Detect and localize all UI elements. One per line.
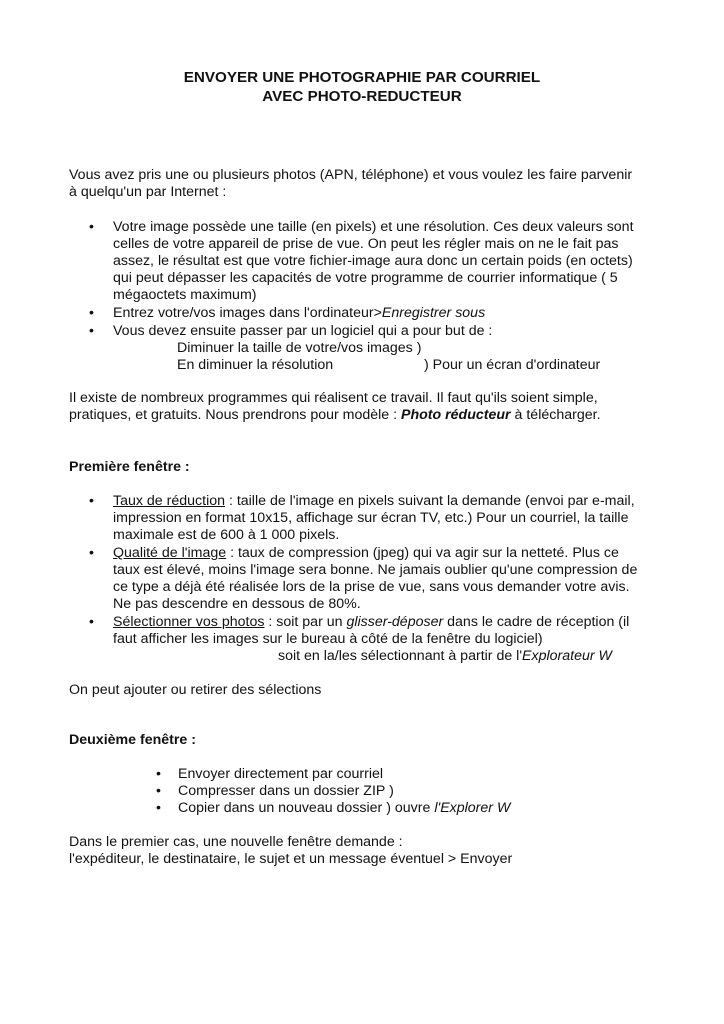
section-1-item-3-line-1 [113,614,673,631]
bullet-marker: • [156,766,161,782]
item-3-line-3-italic: Explorateur W [522,648,612,664]
section-2-item-3-text: Copier dans un nouveau dossier ) ouvre [178,800,435,816]
bullet-marker: • [89,323,94,339]
bullet-2-italic: Enregistrer sous [381,305,486,321]
final-line-2: l'expéditeur, le destinataire, le sujet et un message éventuel > Envoyer [69,851,513,867]
section-1-item-3-line-2: faut afficher les images sur le bureau à côté de la fenêtre du logiciel) [113,631,543,647]
item-3-italic: glisser-déposer [346,614,444,630]
item-3-text-b: dans le cadre de réception (il [443,614,630,630]
section-1-item-2-line-3: ce type a déjà été réalisée lors de la prise de vue, sans vous demander votre avis. [113,579,630,595]
section-1-item-2-line-4: Ne pas descendre en dessous de 80%. [113,596,361,612]
bullet-marker: • [89,614,94,630]
bullet-1-line-1: Votre image possède une taille (en pixels) et une résolution. Ces deux valeurs sont [113,219,634,235]
bullet-1-line-4: qui peut dépasser les capacités de votre programme de courrier informatique ( 5 [113,270,618,286]
bullet-marker: • [89,219,94,235]
sub-item-2-right: ) Pour un écran d'ordinateur [424,357,601,373]
bullet-marker: • [156,800,161,816]
bullet-marker: • [89,493,94,509]
section-2-item-3 [178,800,658,817]
bullet-marker: • [89,545,94,561]
item-3-label: Sélectionner vos photos [113,614,265,630]
section-2-item-1: Envoyer directement par courriel [178,766,384,782]
intro-line-2: à quelqu'un par Internet : [69,184,227,200]
item-1-label: Taux de réduction [113,493,225,509]
section-1-item-1-line-2: impression en format 10x15, affichage sur écran TV, etc.) Pour un courriel, la taille [113,510,629,526]
bullet-marker: • [156,783,161,799]
bullet-2-text: Entrez votre/vos images dans l'ordinateur> [113,305,382,321]
para-2-text-end: à télécharger. [510,407,601,423]
section-1-heading: Première fenêtre : [69,459,190,475]
bullet-marker: • [89,305,94,321]
section-2-item-3-italic: l'Explorer W [434,800,511,816]
bullet-1-line-2: celles de votre appareil de prise de vue. On peut les régler mais on ne le fait pas [113,236,619,252]
document-title [0,68,724,106]
item-3-line-3-text: soit en la/les sélectionnant à partir de l' [278,648,523,664]
bullet-2 [113,305,673,322]
item-1-text: : taille de l'image en pixels suivant la demande (envoi par e-mail, [225,493,635,509]
final-line-1: Dans le premier cas, une nouvelle fenêtre demande : [69,834,403,850]
sub-item-1: Diminuer la taille de votre/vos images ) [177,340,422,356]
section-1-item-3-line-3 [278,648,678,665]
para-2-text: pratiques, et gratuits. Nous prendrons pour modèle : [69,407,402,423]
title-line-1: ENVOYER UNE PHOTOGRAPHIE PAR COURRIEL [183,69,541,86]
item-2-text: : taux de compression (jpeg) qui va agir sur la netteté. Plus ce [226,545,619,561]
title-line-2: AVEC PHOTO-REDUCTEUR [262,88,462,105]
sub-item-2: En diminuer la résolution [177,357,334,373]
bullet-1-line-3: assez, le résultat est que votre fichier-image aura donc un certain poids (en octets) [113,253,633,269]
section-2-heading: Deuxième fenêtre : [69,732,196,748]
section-1-item-2-line-2: taux est élevé, moins l'image sera bonne. Ne jamais oublier qu'une compression de [113,562,638,578]
software-name: Photo réducteur [401,407,511,423]
item-2-label: Qualité de l'image [113,545,227,561]
para-3: On peut ajouter ou retirer des sélections [69,682,322,698]
para-2-line-1: Il existe de nombreux programmes qui réalisent ce travail. Il faut qu'ils soient simple, [69,390,598,406]
bullet-3: Vous devez ensuite passer par un logiciel qui a pour but de : [113,323,493,339]
section-1-item-2-line-1 [113,545,673,562]
intro-line-1: Vous avez pris une ou plusieurs photos (APN, téléphone) et vous voulez les faire parvenir [69,167,633,183]
section-1-item-1-line-1 [113,493,673,510]
bullet-1-line-5: mégaoctets maximum) [113,287,257,303]
item-3-text-a: : soit par un [264,614,347,630]
para-2-line-2 [69,407,659,424]
section-2-item-2: Compresser dans un dossier ZIP ) [178,783,394,799]
section-1-item-1-line-3: maximale est de 600 à 1 000 pixels. [113,527,340,543]
